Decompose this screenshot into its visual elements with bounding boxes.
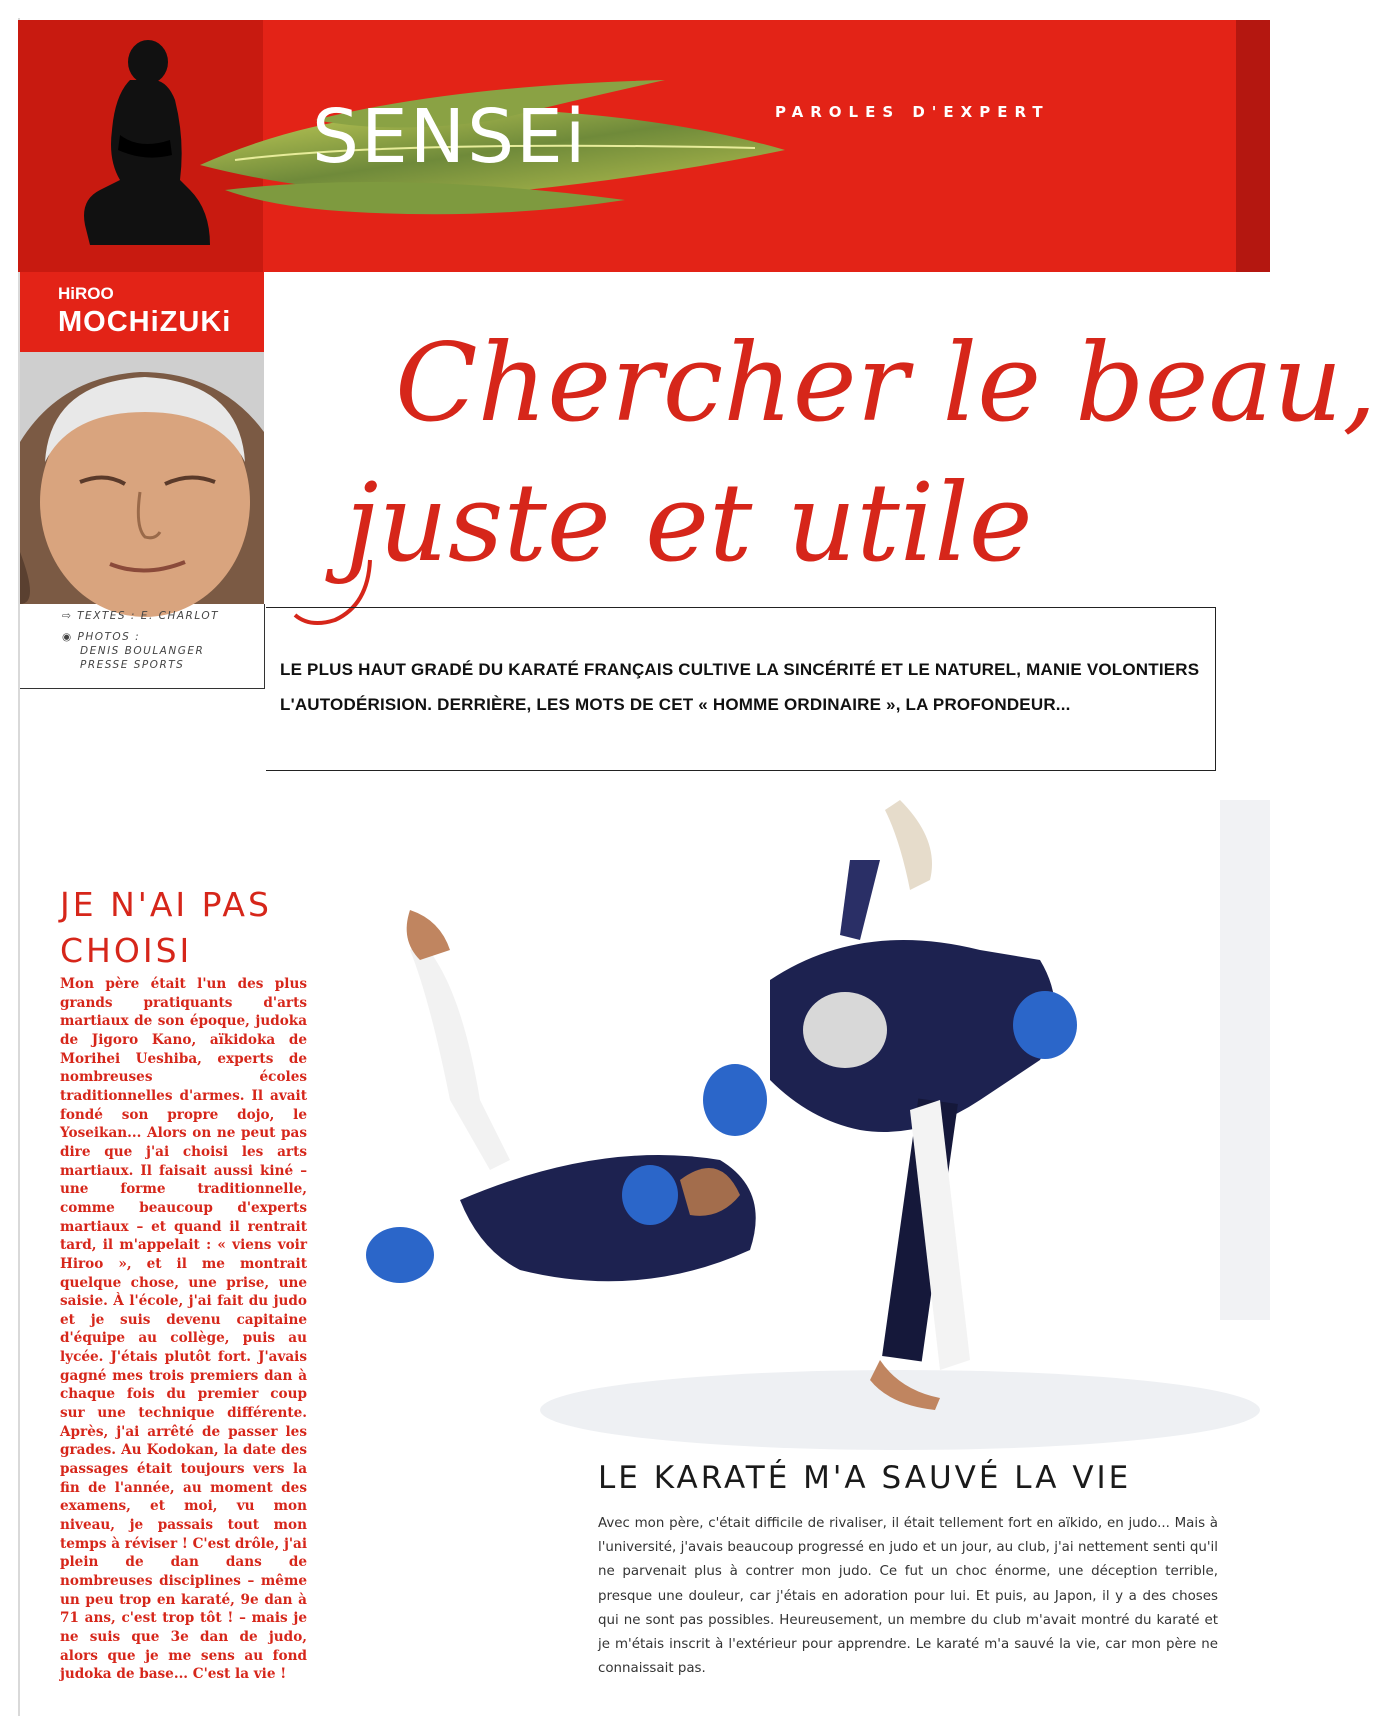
headline-line-2: juste et utile — [345, 461, 1033, 586]
section-heading-choisi: JE N'AI PAS CHOISI — [60, 885, 272, 970]
headline-line-1: Chercher le beau, — [395, 321, 1377, 446]
lead-paragraph: LE PLUS HAUT GRADÉ DU KARATÉ FRANÇAIS CULTIVE LA SINCÉRITÉ ET LE NATUREL, MANIE VOLONTIERS L'AUTODÉRISION. DERRIÈRE, LES MOTS DE CET « HOMME ORDINAIRE », LA PROFONDEUR... — [280, 660, 1200, 714]
first-name: HiROO — [58, 284, 114, 303]
photo-credit-label: ◉ PHOTOS : — [62, 631, 141, 643]
last-name: MOCHiZUKi — [58, 306, 232, 338]
photographer-credit: DENIS BOULANGER — [80, 645, 205, 657]
section-heading-karate: LE KARATÉ M'A SAUVÉ LA VIE — [598, 1460, 1132, 1496]
section-tagline: PAROLES D'EXPERT — [775, 103, 1050, 121]
agency-credit: PRESSE SPORTS — [80, 659, 185, 671]
section-logo: SENSEi — [312, 94, 588, 180]
section-body-choisi: Mon père était l'un des plus grands pratiquants d'arts martiaux de son époque, judoka de Jigoro Kano, aïkidoka de Morihei Ueshiba, experts de nombreuses écoles traditionnelles d'armes. Il avait fondé son propre dojo, le Yoseikan... Alors on ne peut pas dire que j'ai choisi les arts martiaux. Il faisait aussi kiné – une forme traditionnelle, comme beaucoup d'experts martiaux – et quand il rentrait tard, il m'appelait : « viens voir Hiroo », et il me montrait quelque chose, une prise, une saisie. À l'école, j'ai fait du judo et je suis devenu capitaine d'équipe au collège, puis au lycée. J'étais plutôt fort. J'avais gagné mes trois premiers dan à chaque fois du premier coup sur une technique différente. Après, j'ai arrêté de passer les grades. Au Kodokan, la date des passages était toujours vers la fin de l'année, au moment des examens, et moi, vu mon niveau, je passais tout mon temps à réviser ! C'est drôle, j'ai plein de dan dans de nombreuses disciplines – même un peu trop en karaté, 9e dan à 71 ans, c'est trop tôt ! – mais je ne suis que 3e dan de judo, alors que je me sens au fond judoka de base... C'est la vie ! — [60, 976, 307, 1683]
portrait-photo — [20, 352, 264, 604]
karate-throw-photo — [340, 800, 1270, 1470]
text-credit: ⇨ TEXTES : E. CHARLOT — [62, 610, 220, 622]
header-fold-shadow — [1236, 20, 1270, 272]
section-body-karate: Avec mon père, c'était difficile de rivaliser, il était tellement fort en aïkido, en judo... Mais à l'université, j'avais beaucoup progressé en judo et un jour, au club, j'ai nettement senti qu'il ne parvenait plus à contrer mon judo. Ce fut un choc énorme, une déception terrible, presque une douleur, car j'étais en adoration pour lui. Et puis, au Japon, il y a des choses qui ne sont pas possibles. Heureusement, un membre du club m'avait montré du karaté et je m'étais inscrit à l'extérieur pour apprendre. Le karaté m'a sauvé la vie, car mon père ne connaissait pas. — [598, 1516, 1218, 1677]
